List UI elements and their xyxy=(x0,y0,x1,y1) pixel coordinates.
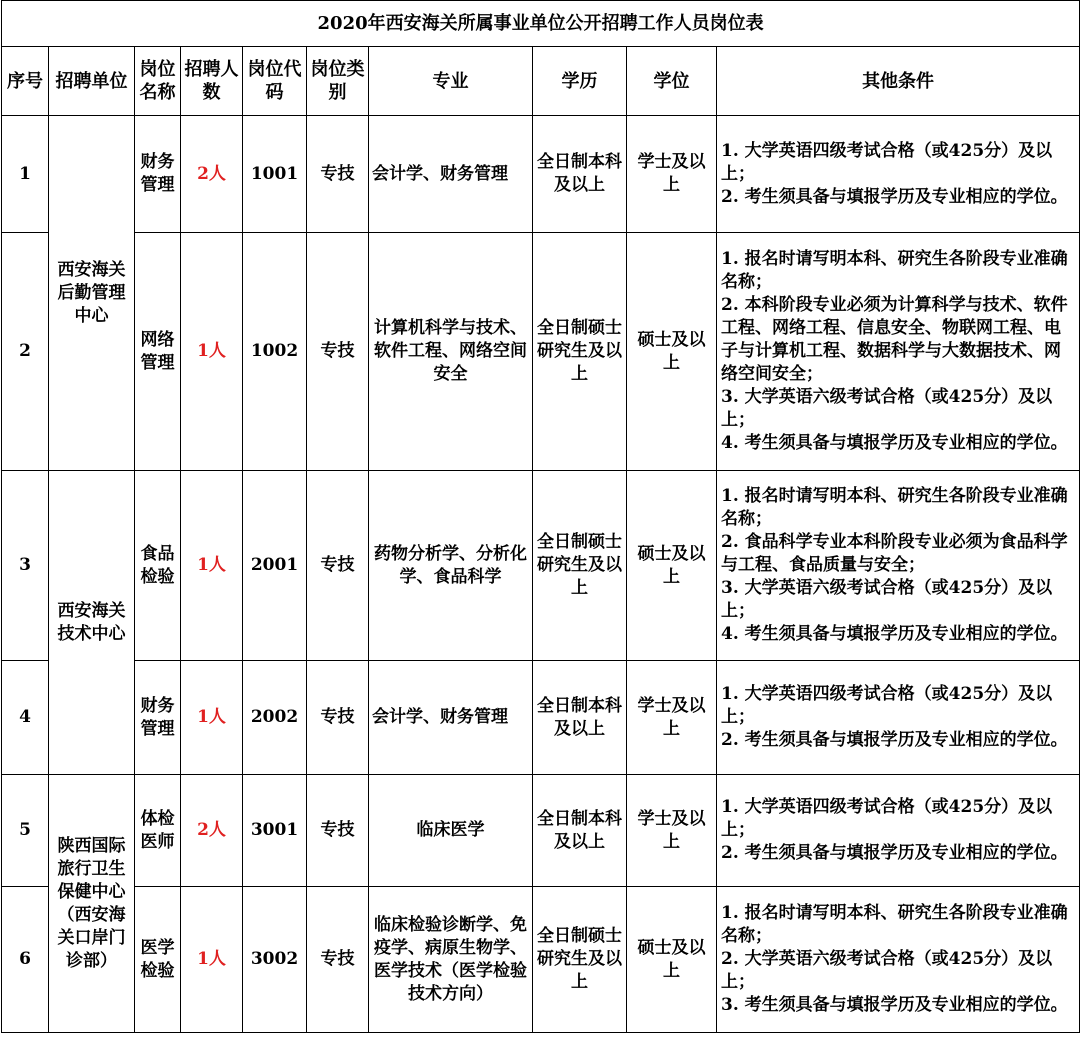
row-category: 专技 xyxy=(307,116,369,233)
condition-item: 2. 食品科学专业本科阶段专业必须为食品科学与工程、食品质量与安全； xyxy=(721,532,1068,575)
condition-item: 1. 报名时请写明本科、研究生各阶段专业准确名称； xyxy=(721,249,1068,292)
row-code: 1001 xyxy=(243,116,307,233)
table-row xyxy=(2,233,1080,471)
row-degree: 学士及以上 xyxy=(627,661,717,775)
table-row xyxy=(2,116,1080,233)
row-degree: 学士及以上 xyxy=(627,116,717,233)
row-count: 1人 xyxy=(181,661,243,775)
row-position: 网络管理 xyxy=(135,233,181,471)
recruitment-table xyxy=(1,0,1080,1033)
row-position: 医学检验 xyxy=(135,887,181,1033)
row-education: 全日制本科及以上 xyxy=(533,661,627,775)
row-conditions xyxy=(717,471,1080,661)
header-count: 招聘人数 xyxy=(181,47,243,116)
table-row xyxy=(2,471,1080,661)
row-seq: 4 xyxy=(2,661,49,775)
unit-cell: 西安海关后勤管理中心 xyxy=(49,116,135,471)
condition-item: 1. 大学英语四级考试合格（或425分）及以上； xyxy=(721,684,1053,727)
row-position: 财务管理 xyxy=(135,661,181,775)
row-seq: 2 xyxy=(2,233,49,471)
unit-cell: 西安海关技术中心 xyxy=(49,471,135,775)
row-seq: 3 xyxy=(2,471,49,661)
row-education: 全日制本科及以上 xyxy=(533,116,627,233)
row-position: 财务管理 xyxy=(135,116,181,233)
condition-item: 1. 大学英语四级考试合格（或425分）及以上； xyxy=(721,140,1053,184)
condition-item: 2. 大学英语六级考试合格（或425分）及以上； xyxy=(721,949,1053,992)
header-unit: 招聘单位 xyxy=(49,47,135,116)
unit-cell: 陕西国际旅行卫生保健中心（西安海关口岸门诊部） xyxy=(49,775,135,1033)
row-count: 1人 xyxy=(181,887,243,1033)
row-degree: 硕士及以上 xyxy=(627,233,717,471)
condition-item: 4. 考生须具备与填报学历及专业相应的学位。 xyxy=(721,433,1068,453)
row-education: 全日制硕士研究生及以上 xyxy=(533,233,627,471)
condition-item: 2. 考生须具备与填报学历及专业相应的学位。 xyxy=(721,843,1068,863)
header-code: 岗位代码 xyxy=(243,47,307,116)
row-major: 药物分析学、分析化学、食品科学 xyxy=(369,471,533,661)
row-major: 会计学、财务管理 xyxy=(369,116,533,233)
row-education: 全日制本科及以上 xyxy=(533,775,627,887)
row-degree: 硕士及以上 xyxy=(627,887,717,1033)
row-position: 食品检验 xyxy=(135,471,181,661)
header-conditions: 其他条件 xyxy=(717,47,1080,116)
condition-item: 3. 大学英语六级考试合格（或425分）及以上； xyxy=(721,387,1053,430)
row-education: 全日制硕士研究生及以上 xyxy=(533,887,627,1033)
condition-item: 2. 考生须具备与填报学历及专业相应的学位。 xyxy=(721,730,1068,750)
condition-item: 2. 考生须具备与填报学历及专业相应的学位。 xyxy=(721,186,1068,207)
row-major: 临床检验诊断学、免疫学、病原生物学、医学技术（医学检验技术方向） xyxy=(369,887,533,1033)
header-row xyxy=(2,47,1080,116)
row-seq: 5 xyxy=(2,775,49,887)
header-category: 岗位类别 xyxy=(307,47,369,116)
row-major: 计算机科学与技术、软件工程、网络空间安全 xyxy=(369,233,533,471)
row-code: 2001 xyxy=(243,471,307,661)
condition-item: 3. 考生须具备与填报学历及专业相应的学位。 xyxy=(721,995,1068,1015)
header-position: 岗位名称 xyxy=(135,47,181,116)
row-code: 1002 xyxy=(243,233,307,471)
condition-item: 3. 大学英语六级考试合格（或425分）及以上； xyxy=(721,578,1053,621)
row-count: 2人 xyxy=(181,116,243,233)
row-position: 体检医师 xyxy=(135,775,181,887)
condition-item: 1. 报名时请写明本科、研究生各阶段专业准确名称； xyxy=(721,486,1068,529)
row-degree: 硕士及以上 xyxy=(627,471,717,661)
condition-item: 1. 报名时请写明本科、研究生各阶段专业准确名称； xyxy=(721,903,1068,946)
row-code: 3001 xyxy=(243,775,307,887)
condition-item: 1. 大学英语四级考试合格（或425分）及以上； xyxy=(721,797,1053,840)
row-major: 会计学、财务管理 xyxy=(369,661,533,775)
row-category: 专技 xyxy=(307,887,369,1033)
row-conditions xyxy=(717,661,1080,775)
header-degree: 学位 xyxy=(627,47,717,116)
row-code: 3002 xyxy=(243,887,307,1033)
row-code: 2002 xyxy=(243,661,307,775)
table-row xyxy=(2,775,1080,887)
row-seq: 1 xyxy=(2,116,49,233)
header-education: 学历 xyxy=(533,47,627,116)
row-conditions xyxy=(717,233,1080,471)
table-row xyxy=(2,661,1080,775)
row-category: 专技 xyxy=(307,661,369,775)
row-count: 1人 xyxy=(181,471,243,661)
header-seq: 序号 xyxy=(2,47,49,116)
row-education: 全日制硕士研究生及以上 xyxy=(533,471,627,661)
condition-item: 2. 本科阶段专业必须为计算科学与技术、软件工程、网络工程、信息安全、物联网工程、电子与计算机工程、数据科学与大数据技术、网络空间安全； xyxy=(721,295,1068,384)
row-seq: 6 xyxy=(2,887,49,1033)
table-title: 2020年西安海关所属事业单位公开招聘工作人员岗位表 xyxy=(2,1,1080,47)
row-conditions xyxy=(717,775,1080,887)
row-conditions xyxy=(717,887,1080,1033)
row-major: 临床医学 xyxy=(369,775,533,887)
row-category: 专技 xyxy=(307,233,369,471)
row-count: 1人 xyxy=(181,233,243,471)
row-category: 专技 xyxy=(307,775,369,887)
condition-item: 4. 考生须具备与填报学历及专业相应的学位。 xyxy=(721,624,1068,644)
row-count: 2人 xyxy=(181,775,243,887)
header-major: 专业 xyxy=(369,47,533,116)
row-degree: 学士及以上 xyxy=(627,775,717,887)
row-conditions xyxy=(717,116,1080,233)
table-row xyxy=(2,887,1080,1033)
row-category: 专技 xyxy=(307,471,369,661)
